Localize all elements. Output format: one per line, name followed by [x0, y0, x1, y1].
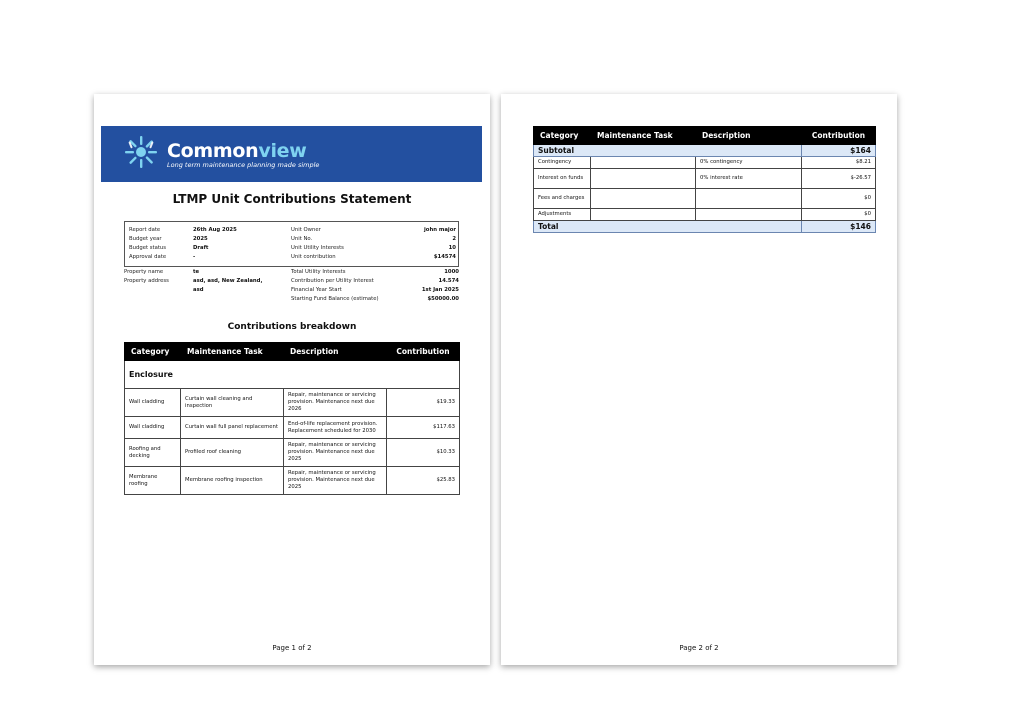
- info-row: Total Utility Interests 1000: [291, 269, 459, 275]
- column-header: Contribution: [802, 127, 876, 145]
- commonview-logo-icon: [123, 134, 159, 170]
- info-row: Unit contribution $14574: [291, 254, 456, 260]
- contributions-table: [124, 342, 460, 495]
- info-row: Budget year 2025: [129, 236, 208, 242]
- column-header: Maintenance Task: [181, 343, 284, 361]
- table-header-row: [534, 127, 876, 145]
- brand-banner: [101, 126, 482, 182]
- property-info-right: [291, 268, 459, 304]
- property-info-left: [124, 268, 274, 295]
- table-header-row: [125, 343, 460, 361]
- section-title: Contributions breakdown: [227, 322, 357, 332]
- table-row: Membrane roofing Membrane roofing inspection Repair, maintenance or servicing provision. Maintenance next due 2025 $25.83: [125, 467, 460, 495]
- table-row: Interest on funds 0% interest rate $-26.57: [534, 169, 876, 189]
- table-row: Fees and charges $0: [534, 189, 876, 209]
- column-header: Description: [284, 343, 387, 361]
- report-info-left: [129, 226, 279, 262]
- brand-tagline: Long term maintenance planning made simple: [167, 161, 320, 169]
- summary-table: [533, 126, 876, 233]
- column-header: Category: [125, 343, 181, 361]
- info-row: Property address asd, asd, New Zealand, asd: [124, 278, 263, 293]
- info-row: Budget status Draft: [129, 245, 209, 251]
- info-row: Starting Fund Balance (estimate) $50000.00: [291, 296, 459, 302]
- page-footer: Page 1 of 2: [272, 644, 312, 652]
- document-page-1: [94, 94, 490, 665]
- brand-name: Commonview: [167, 140, 307, 162]
- info-row: Unit No. 2: [291, 236, 456, 242]
- table-row: Adjustments $0: [534, 209, 876, 221]
- report-info-box: [124, 221, 459, 267]
- total-row: Total $146: [534, 221, 876, 233]
- info-row: Approval date -: [129, 254, 196, 260]
- info-row: Contribution per Utility Interest 14.574: [291, 278, 459, 284]
- page-footer: Page 2 of 2: [679, 644, 719, 652]
- info-row: Unit Owner john major: [291, 227, 456, 233]
- document-page-2: [501, 94, 897, 665]
- column-header: Contribution: [387, 343, 460, 361]
- info-row: Unit Utility Interests 10: [291, 245, 456, 251]
- table-group-row: Enclosure: [125, 361, 460, 389]
- table-row: Wall cladding Curtain wall cleaning and inspection Repair, maintenance or servicing provision. Maintenance next due 2026 $19.33: [125, 389, 460, 417]
- column-header: Description: [696, 127, 802, 145]
- info-row: Property name te: [124, 269, 200, 275]
- table-row: Contingency 0% contingency $8.21: [534, 157, 876, 169]
- column-header: Maintenance Task: [591, 127, 696, 145]
- info-row: Financial Year Start 1st Jan 2025: [291, 287, 459, 293]
- info-row: Report date 26th Aug 2025: [129, 227, 237, 233]
- subtotal-row: Subtotal $164: [534, 145, 876, 157]
- column-header: Category: [534, 127, 591, 145]
- document-title: LTMP Unit Contributions Statement: [172, 192, 412, 206]
- report-info-right: [291, 226, 456, 262]
- table-row: Roofing and decking Profiled roof cleaning Repair, maintenance or servicing provision. Maintenance next due 2025 $10.33: [125, 439, 460, 467]
- table-row: Wall cladding Curtain wall full panel replacement End-of-life replacement provision. Replacement scheduled for 2030 $117.63: [125, 417, 460, 439]
